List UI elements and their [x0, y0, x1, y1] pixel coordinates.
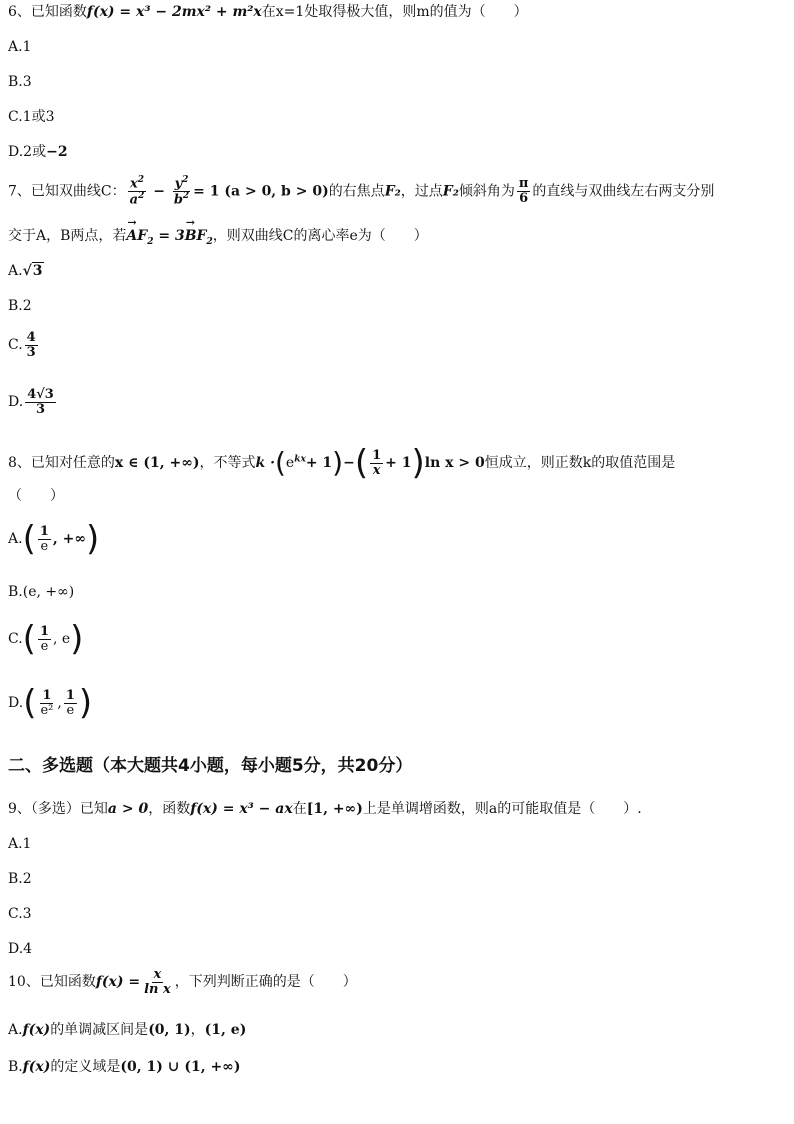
q9-option-d: D.4	[8, 941, 33, 957]
q6-stem-pre: 6、已知函数	[8, 4, 87, 20]
q8-option-d-num2: 1	[65, 687, 75, 703]
q8-option-d-den1: e²	[40, 702, 54, 718]
q10-option-a-interval2: (1, e)	[204, 1022, 247, 1038]
q10-option-a	[8, 1022, 246, 1039]
q8-stem-mid: ，不等式	[199, 455, 256, 471]
q8-ineq-k: k ·	[255, 455, 275, 471]
q9-condition: a > 0	[107, 801, 149, 817]
q7-option-d	[8, 388, 58, 416]
q9-option-a: A.1	[8, 836, 32, 852]
q7-option-c-label: C.	[8, 337, 23, 354]
q8-option-c-den: e	[40, 638, 49, 654]
q8-option-b-value: (e, +∞)	[22, 584, 75, 600]
section-title: 二、多选题（本大题共4小题，每小题5分，共20分）	[8, 756, 413, 776]
q6-stem-mid: 在x=1处取得极大值，则m的值为（ ）	[261, 4, 528, 20]
q10-option-a-interval1: (0, 1)	[148, 1022, 191, 1038]
q6-option-b: B.3	[8, 74, 32, 90]
q10-option-a-label: A.	[8, 1022, 23, 1038]
q10-function-frac	[142, 968, 173, 996]
q8-option-c-num: 1	[39, 623, 49, 639]
q7-option-d-num: 4√3	[27, 387, 54, 402]
q8-ineq-ln: ln x > 0	[424, 455, 485, 471]
q9-stem-mid1: ，函数	[148, 801, 191, 817]
q9-option-c: C.3	[8, 906, 32, 922]
q8-option-c-tail: , e	[52, 631, 71, 647]
q8-stem-pre: 8、已知对任意的	[8, 455, 115, 471]
q10-option-b-label: B.	[8, 1059, 23, 1075]
q6-option-d-math: −2	[46, 144, 68, 160]
q7-option-d-label: D.	[8, 394, 24, 411]
q8-option-d: D.( $\frac{1}{\text{e²}}$ , $\frac{1}{e}$ )	[8, 683, 93, 723]
q7-stem-line1: 7、已知双曲线C： $\frac{x^2}{a^2}$ − $\frac{y^2}{b^2}$ = 1 (a > 0, b > 0)的右焦点F₂，过点F₂倾斜角为 $\frac{\pi}{6}$ 的直线与双曲线左右两支分别	[8, 175, 715, 208]
q6-option-a: A.1	[8, 39, 32, 55]
q8-option-a-tail: , +∞	[52, 531, 87, 547]
q8-option-a: A.( $\frac{1}{e}$ , +∞)	[8, 519, 100, 559]
q7-stem-mid1: 的右焦点	[328, 183, 385, 200]
q8-domain: x ∈ (1, +∞)	[114, 455, 200, 471]
q7-stem-pre: 7、已知双曲线C：	[8, 183, 126, 200]
q10-option-b-set: (0, 1) ∪ (1, +∞)	[120, 1059, 241, 1075]
q10-option-a-func: f(x)	[22, 1022, 51, 1038]
q6-option-d-text: D.2或	[8, 144, 47, 160]
q8-option-b	[8, 584, 74, 601]
q8-option-c: C.( $\frac{1}{e}$ , e)	[8, 619, 84, 659]
q8-option-d-num1: 1	[42, 687, 52, 703]
q9-interval: [1, +∞)	[306, 801, 363, 817]
q8-option-d-frac2	[64, 689, 77, 717]
q8-option-c-frac	[38, 625, 51, 653]
q7-option-c-den: 3	[26, 344, 36, 360]
q7-option-c-frac	[25, 331, 38, 359]
q7-angle-num: π	[518, 176, 529, 192]
q7-option-c	[8, 331, 40, 359]
q8-option-a-den: e	[40, 538, 49, 554]
q8-option-a-num: 1	[39, 523, 49, 539]
q6-stem	[8, 4, 528, 21]
q8-option-d-frac1	[38, 689, 55, 717]
q8-ineq-exp: kx	[294, 454, 306, 465]
q8-option-c-label: C.	[8, 631, 23, 647]
q9-stem-post: 上是单调增函数，则a的可能取值是（ ）.	[362, 801, 642, 817]
q10-option-a-sep: ，	[190, 1022, 205, 1038]
q7-option-b: B.2	[8, 298, 32, 314]
q10-stem-pre: 10、已知函数	[8, 974, 96, 991]
q7-angle	[517, 177, 531, 205]
q7-option-a: A.√3	[8, 263, 43, 279]
q10-option-b-func: f(x)	[22, 1059, 51, 1075]
q7-option-a-value: 3	[32, 263, 43, 279]
q7-option-a-label: A.	[8, 263, 23, 279]
q7-stem-mid4: 的直线与双曲线左右两支分别	[532, 183, 715, 200]
q7-eq-tail: = 1 (a > 0, b > 0)	[193, 183, 329, 200]
q10-stem	[8, 968, 357, 996]
q7-frac-y: $\frac{y^2}{b^2}$	[173, 175, 190, 208]
q9-function: f(x) = x³ − ax	[190, 801, 293, 817]
q9-option-b: B.2	[8, 871, 32, 887]
q8-option-a-frac	[38, 525, 51, 553]
q7-vector-equation: → $AF_2 = 3\to BF_2$	[126, 228, 212, 244]
q8-blank: （ ）	[8, 488, 64, 504]
q10-option-b-mid: 的定义域是	[50, 1059, 121, 1075]
q8-ineq-e: e	[285, 455, 295, 471]
q7-option-d-den: 3	[35, 401, 46, 417]
q8-option-d-label: D.	[8, 695, 24, 711]
q7-focus-f2: F₂	[384, 183, 401, 200]
q6-function: f(x) = x³ − 2mx² + m²x	[86, 4, 262, 20]
q7-focus-f2-b: F₂	[442, 183, 459, 200]
q8-ineq-frac-num: 1	[372, 447, 382, 463]
q10-function-num: x	[153, 967, 162, 982]
q7-stem-mid3: 倾斜角为	[458, 183, 515, 200]
q8-ineq-minus: −	[343, 455, 355, 471]
q8-option-a-label: A.	[8, 531, 23, 547]
q10-function-lhs: f(x) =	[95, 974, 141, 991]
q8-ineq-tail: + 1	[385, 455, 412, 471]
q8-option-b-label: B.	[8, 584, 23, 600]
q9-stem	[8, 801, 642, 818]
q9-stem-pre: 9、（多选）已知	[8, 801, 108, 817]
q7-line2-pre: 交于A，B两点，若	[8, 228, 127, 244]
q8-ineq-frac	[370, 449, 383, 477]
q10-stem-post: ，下列判断正确的是（ ）	[174, 974, 357, 991]
q7-angle-den: 6	[519, 190, 529, 206]
q10-option-b	[8, 1059, 240, 1076]
q7-line2-post: ，则双曲线C的离心率e为（ ）	[212, 228, 428, 244]
q8-stem-line1: 8、已知对任意的x ∈ (1, +∞)，不等式$k \cdot(e^{kx}+ 1)-$( $\frac{1}{x}$ + 1)ln x > 0恒成立，则正数k的取值范围是	[8, 443, 676, 483]
q7-option-d-frac	[25, 388, 56, 416]
q8-stem-post: 恒成立，则正数k的取值范围是	[484, 455, 676, 471]
q6-option-c: C.1或3	[8, 109, 55, 125]
q9-stem-mid2: 在	[292, 801, 307, 817]
q8-option-d-den2: e	[66, 702, 75, 718]
q7-stem-line2	[8, 228, 428, 248]
q10-option-a-mid: 的单调减区间是	[50, 1022, 149, 1038]
q6-option-d	[8, 144, 68, 161]
q8-ineq-frac-den: x	[372, 462, 381, 478]
q7-option-c-num: 4	[26, 330, 36, 345]
q7-frac-x: $\frac{x^2}{a^2}$	[129, 175, 145, 208]
q10-function-den: ln x	[144, 981, 171, 997]
q8-ineq-plus1: + 1	[305, 455, 333, 471]
q7-stem-mid2: ，过点	[400, 183, 443, 200]
